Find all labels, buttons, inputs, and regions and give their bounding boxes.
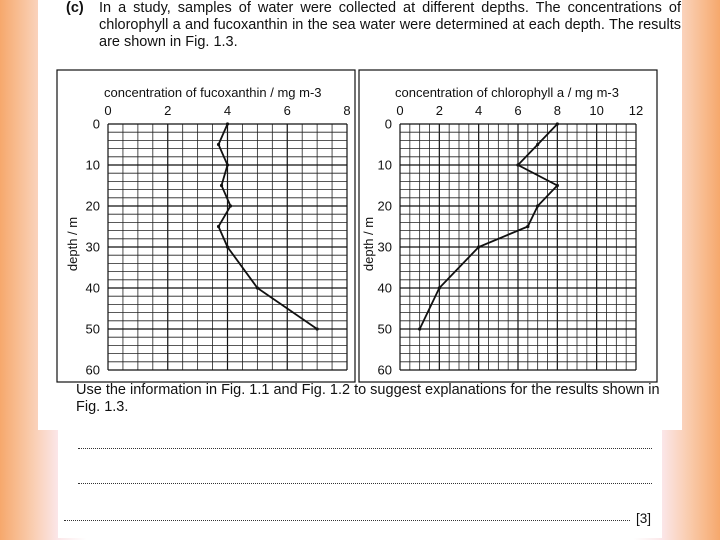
answer-line-3[interactable] [64,520,630,521]
fucoxanthin-x-tick-label: 2 [164,103,172,118]
fucoxanthin-data-point [229,204,232,207]
fucoxanthin-y-tick-label: 30 [85,239,100,255]
fucoxanthin-data-point [226,245,229,248]
chlorophyll-data-point [526,225,529,228]
fucoxanthin-x-tick-label: 6 [283,103,291,118]
question-label: (c) [66,0,84,16]
chart-fucoxanthin-title: concentration of fucoxanthin / mg m-3 [104,85,322,100]
question-instruction: Use the information in Fig. 1.1 and Fig. 1.2 to suggest explanations for the results shown in Fig. 1.3. [76,382,660,415]
chlorophyll-x-tick-label: 8 [553,103,561,118]
fucoxanthin-y-tick-label: 40 [85,280,100,296]
chlorophyll-x-tick-label: 0 [396,103,404,118]
chlorophyll-y-tick-label: 10 [377,157,392,173]
chlorophyll-y-tick-label: 0 [384,116,392,132]
chart-chlorophyll-title: concentration of chlorophyll a / mg m-3 [395,85,619,100]
fucoxanthin-y-tick-label: 0 [92,116,100,132]
chlorophyll-y-tick-label: 20 [377,198,392,214]
fucoxanthin-data-point [316,327,319,330]
chlorophyll-data-point [477,245,480,248]
fucoxanthin-data-point [217,143,220,146]
chlorophyll-x-tick-label: 12 [628,103,644,118]
chlorophyll-y-tick-label: 40 [377,280,392,296]
fucoxanthin-y-axis-label: depth / m [65,216,80,272]
chlorophyll-x-tick-label: 6 [514,103,522,118]
chlorophyll-y-axis-label: depth / m [361,216,376,272]
answer-line-2[interactable] [78,483,652,484]
chlorophyll-data-point [536,143,539,146]
fucoxanthin-x-tick-label: 0 [104,103,112,118]
chlorophyll-data-point [556,122,559,125]
fucoxanthin-y-tick-label: 20 [85,198,100,214]
fucoxanthin-y-tick-label: 60 [85,362,100,378]
marks-label: [3] [636,511,652,526]
chlorophyll-y-tick-label: 60 [377,362,392,378]
question-text: In a study, samples of water were collected at different depths. The concentrations of chlorophyll a and fucoxanthin in the sea water were determined at each depth. The results are shown in Fig. 1.3. [99,0,681,50]
chlorophyll-y-tick-label: 30 [377,239,392,255]
fucoxanthin-x-tick-label: 4 [223,103,232,118]
fucoxanthin-data-point [226,122,229,125]
chlorophyll-x-tick-label: 2 [435,103,443,118]
fucoxanthin-y-tick-label: 50 [85,321,100,337]
chlorophyll-data-point [536,204,539,207]
chlorophyll-x-tick-label: 10 [589,103,604,118]
chlorophyll-data-point [516,163,519,166]
fucoxanthin-x-tick-label: 8 [343,103,351,118]
fucoxanthin-data-point [226,163,229,166]
chlorophyll-y-tick-label: 50 [377,321,392,337]
chlorophyll-data-point [556,184,559,187]
chart-fucoxanthin-frame [57,70,355,382]
chlorophyll-x-tick-label: 4 [475,103,483,118]
fucoxanthin-y-tick-label: 10 [85,157,100,173]
fucoxanthin-data-point [220,184,223,187]
fucoxanthin-data-point [256,286,259,289]
fucoxanthin-data-point [217,225,220,228]
chlorophyll-data-point [418,327,421,330]
chlorophyll-data-point [438,286,441,289]
answer-line-1[interactable] [78,448,652,449]
